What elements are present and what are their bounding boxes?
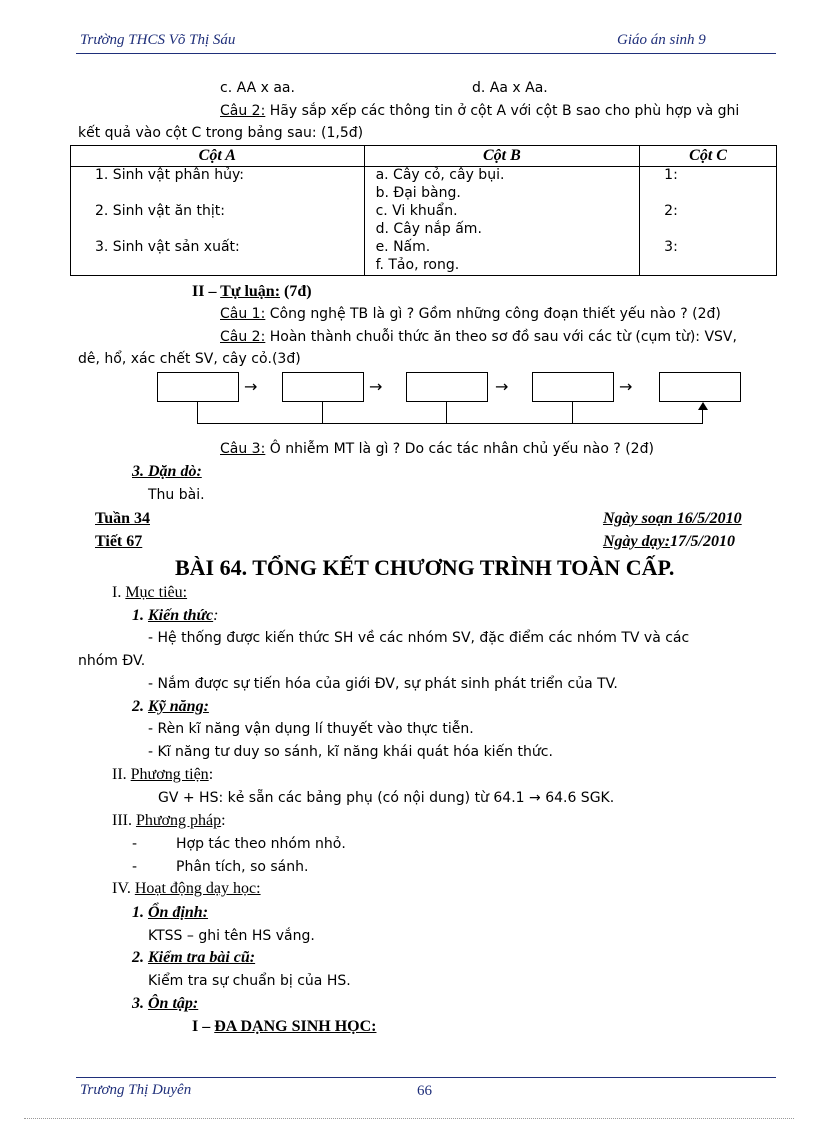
methods-title: Phương pháp [135, 812, 222, 829]
activities-title: Hoạt động dạy học: [134, 880, 261, 897]
knowledge-item-1: - Hệ thống được kiến thức SH về các nhóm SV, đặc điểm các nhóm TV và các [148, 630, 690, 646]
essay-question-1 [220, 306, 721, 322]
essay-question-3 [220, 441, 654, 457]
knowledge-heading [132, 607, 218, 625]
method-item-1: Hợp tác theo nhóm nhỏ. [176, 836, 346, 852]
essay-q2-text: Hoàn thành chuỗi thức ăn theo sơ đồ sau với các từ (cụm từ): VSV, [265, 329, 737, 345]
question-2-text-cont: kết quả vào cột C trong bảng sau: (1,5đ) [78, 125, 364, 141]
table-row [71, 203, 777, 221]
knowledge-colon: : [213, 607, 219, 624]
connector-line [197, 402, 198, 424]
cell-c: 1: [640, 167, 777, 186]
activity-2-title: Kiểm tra bài cũ: [148, 949, 256, 966]
teach-date [603, 533, 735, 551]
teach-date-label: Ngày dạy: [603, 533, 671, 550]
cell-a [71, 221, 365, 239]
connector-line [572, 402, 573, 424]
section-essay-heading [192, 283, 312, 301]
option-c: c. AA x aa. [220, 80, 295, 96]
essay-q3-text: Ô nhiễm MT là gì ? Do các tác nhân chủ yếu nào ? (2đ) [265, 441, 654, 457]
cell-b: e. Nấm. [364, 239, 640, 257]
arrow-icon: → [619, 377, 633, 396]
homework-text: Thu bài. [148, 487, 205, 503]
essay-q2-label: Câu 2: [220, 329, 266, 345]
header-subject: Giáo án sinh 9 [617, 32, 706, 48]
knowledge-num: 1. [132, 607, 148, 624]
question-2 [220, 103, 739, 119]
header-school: Trường THCS Võ Thị Sáu [80, 32, 236, 48]
cell-b: a. Cây cỏ, cây bụi. [364, 167, 640, 186]
essay-q1-label: Câu 1: [220, 306, 266, 322]
food-chain-box-4 [532, 372, 614, 402]
activity-2-heading [132, 949, 255, 967]
diversity-title: ĐA DẠNG SINH HỌC: [214, 1018, 377, 1035]
essay-question-2-cont: dê, hổ, xác chết SV, cây cỏ.(3đ) [78, 351, 301, 367]
knowledge-title: Kiến thức [148, 607, 214, 624]
food-chain-box-2 [282, 372, 364, 402]
col-b-header: Cột B [364, 146, 640, 167]
section-activities [112, 880, 261, 898]
activity-3-heading [132, 995, 198, 1013]
method-dash: - [132, 836, 138, 852]
table-row [71, 257, 777, 276]
teach-date-value: 17/5/2010 [670, 533, 735, 550]
activity-1-text: KTSS – ghi tên HS vắng. [148, 928, 315, 944]
methods-colon: : [221, 812, 226, 829]
period-label: Tiết 67 [95, 533, 143, 550]
table-row [71, 221, 777, 239]
section-methods [112, 812, 226, 830]
objectives-title: Mục tiêu: [125, 584, 188, 601]
section-means [112, 766, 213, 784]
page-number: 66 [417, 1083, 432, 1099]
footer-teacher: Trương Thị Duyên [80, 1082, 192, 1098]
food-chain-box-1 [157, 372, 239, 402]
cell-a: 3. Sinh vật sản xuất: [71, 239, 365, 257]
food-chain-box-3 [406, 372, 488, 402]
means-colon: : [208, 766, 214, 783]
diversity-prefix: I – [192, 1018, 215, 1035]
table-row [71, 167, 777, 186]
question-2-text: Hãy sắp xếp các thông tin ở cột A với cột B sao cho phù hợp và ghi [265, 103, 740, 119]
activity-1-title: Ổn định: [148, 904, 209, 921]
activity-3-num: 3. [132, 995, 148, 1012]
activity-1-num: 1. [132, 904, 148, 921]
section-objectives [112, 584, 187, 602]
method-item-2: Phân tích, so sánh. [176, 859, 309, 875]
cell-b: c. Vi khuẩn. [364, 203, 640, 221]
means-title: Phương tiện [130, 766, 209, 783]
essay-q1-text: Công nghệ TB là gì ? Gồm những công đoạn thiết yếu nào ? (2đ) [265, 306, 721, 322]
arrow-icon: → [369, 377, 383, 396]
cell-b: b. Đại bàng. [364, 185, 640, 203]
col-c-header: Cột C [640, 146, 777, 167]
prep-date: Ngày soạn 16/5/2010 [603, 510, 742, 527]
method-dash: - [132, 859, 138, 875]
option-d: d. Aa x Aa. [472, 80, 548, 96]
knowledge-item-2: - Nắm được sự tiến hóa của giới ĐV, sự phát sinh phát triển của TV. [148, 676, 618, 692]
skill-item-1: - Rèn kĩ năng vận dụng lí thuyết vào thực tiễn. [148, 721, 474, 737]
skills-heading [132, 698, 209, 716]
week-label: Tuần 34 [95, 510, 150, 527]
lesson-title: BÀI 64. TỔNG KẾT CHƯƠNG TRÌNH TOÀN CẤP. [175, 555, 675, 580]
cell-b: f. Tảo, rong. [364, 257, 640, 276]
activity-2-text: Kiểm tra sự chuẩn bị của HS. [148, 973, 351, 989]
homework-heading [132, 463, 202, 481]
table-header-row [71, 146, 777, 167]
table-row [71, 239, 777, 257]
skills-num: 2. [132, 698, 148, 715]
cell-a: 2. Sinh vật ăn thịt: [71, 203, 365, 221]
arrow-icon: → [244, 377, 258, 396]
connector-baseline [197, 423, 703, 424]
col-a-header: Cột A [71, 146, 365, 167]
footer-rule [76, 1077, 776, 1078]
section-essay-title: Tự luận: [220, 283, 281, 300]
food-chain-box-5 [659, 372, 741, 402]
knowledge-item-1-cont: nhóm ĐV. [78, 653, 146, 669]
means-prefix: II. [112, 766, 131, 783]
activity-1-heading [132, 904, 208, 922]
skills-title: Kỹ năng: [148, 698, 209, 715]
cell-b: d. Cây nắp ấm. [364, 221, 640, 239]
arrow-icon: → [495, 377, 509, 396]
cell-c [640, 221, 777, 239]
arrow-up-icon [698, 402, 708, 410]
cell-c [640, 185, 777, 203]
table-row [71, 185, 777, 203]
connector-line [446, 402, 447, 424]
cell-a [71, 257, 365, 276]
activity-2-num: 2. [132, 949, 148, 966]
activity-3-title: Ôn tập: [148, 995, 199, 1012]
means-text: GV + HS: kẻ sẵn các bảng phụ (có nội dung) từ 64.1 → 64.6 SGK. [158, 790, 615, 806]
homework-title: 3. Dặn dò: [132, 463, 202, 480]
diversity-heading [192, 1018, 376, 1036]
section-essay-prefix: II – [192, 283, 221, 300]
cell-a [71, 185, 365, 203]
essay-q3-label: Câu 3: [220, 441, 266, 457]
section-essay-points: (7đ) [280, 283, 312, 300]
matching-table [70, 145, 777, 276]
essay-question-2 [220, 329, 737, 345]
cell-a: 1. Sinh vật phân hủy: [71, 167, 365, 186]
activities-prefix: IV. [112, 880, 135, 897]
methods-prefix: III. [112, 812, 136, 829]
connector-line [702, 408, 703, 424]
objectives-prefix: I. [112, 584, 126, 601]
connector-line [322, 402, 323, 424]
cell-c: 3: [640, 239, 777, 257]
page-bottom-dots [24, 1118, 794, 1119]
skill-item-2: - Kĩ năng tư duy so sánh, kĩ năng khái quát hóa kiến thức. [148, 744, 553, 760]
cell-c [640, 257, 777, 276]
question-2-label: Câu 2: [220, 103, 266, 119]
header-rule [76, 53, 776, 54]
cell-c: 2: [640, 203, 777, 221]
